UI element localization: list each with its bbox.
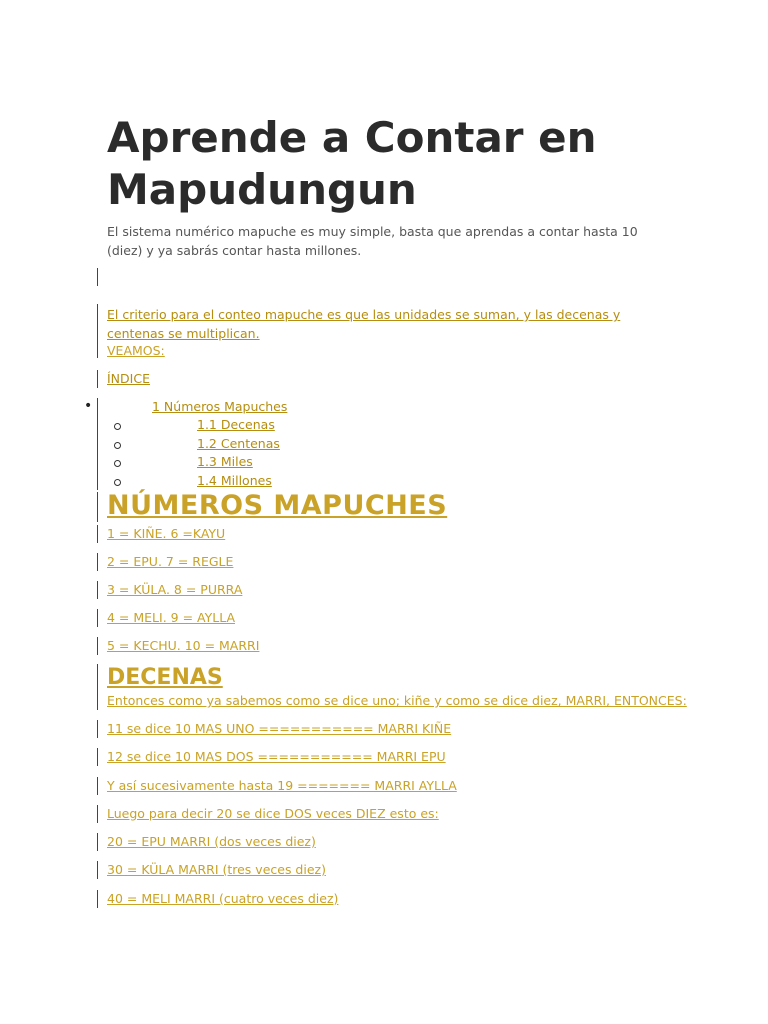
- toc-item-centenas[interactable]: 1.2 Centenas: [197, 436, 280, 451]
- number-line[interactable]: 5 = KECHU. 10 = MARRI: [107, 638, 260, 653]
- toc-item-miles[interactable]: 1.3 Miles: [197, 454, 253, 469]
- intro-paragraph: El sistema numérico mapuche es muy simple, basta que aprendas a contar hasta 10 (diez) y ya sabrás contar hasta millones.: [107, 224, 638, 258]
- number-line[interactable]: 2 = EPU. 7 = REGLE: [107, 554, 234, 569]
- circle-bullet-icon: [114, 442, 121, 449]
- margin-bar: [97, 805, 98, 823]
- decenas-line[interactable]: 11 se dice 10 MAS UNO =========== MARRI KIÑE: [107, 721, 452, 736]
- number-line[interactable]: 1 = KIÑE. 6 =KAYU: [107, 526, 226, 541]
- criterion-link[interactable]: El criterio para el conteo mapuche es que las unidades se suman, y las decenas y centenas se multiplican.: [107, 307, 621, 341]
- margin-bar: [97, 777, 98, 795]
- decenas-line[interactable]: 20 = EPU MARRI (dos veces diez): [107, 834, 316, 849]
- section-heading-numeros: NÚMEROS MAPUCHES: [107, 490, 448, 521]
- veamos-link[interactable]: VEAMOS:: [107, 343, 165, 358]
- decenas-line[interactable]: Luego para decir 20 se dice DOS veces DIEZ esto es:: [107, 806, 439, 821]
- margin-bar: [97, 525, 98, 543]
- circle-bullet-icon: [114, 479, 121, 486]
- decenas-line[interactable]: Y así sucesivamente hasta 19 ======= MARRI AYLLA: [107, 778, 457, 793]
- number-line[interactable]: 3 = KÜLA. 8 = PURRA: [107, 582, 243, 597]
- page-title: Aprende a Contar en Mapudungun: [107, 113, 597, 214]
- decenas-line[interactable]: 12 se dice 10 MAS DOS =========== MARRI EPU: [107, 749, 446, 764]
- toc-item-decenas[interactable]: 1.1 Decenas: [197, 417, 275, 432]
- decenas-intro[interactable]: Entonces como ya sabemos como se dice uno; kiñe y como se dice diez, MARRI, ENTONCES:: [107, 693, 687, 708]
- margin-bar: [97, 637, 98, 655]
- circle-bullet-icon: [114, 460, 121, 467]
- bullet-icon: •: [84, 398, 93, 414]
- margin-bar: [97, 492, 98, 522]
- toc-item-numeros[interactable]: 1 Números Mapuches: [152, 399, 288, 414]
- margin-bar: [97, 268, 98, 286]
- section-heading-decenas: DECENAS: [107, 665, 223, 690]
- margin-bar: [97, 609, 98, 627]
- number-line[interactable]: 4 = MELI. 9 = AYLLA: [107, 610, 236, 625]
- margin-bar: [97, 581, 98, 599]
- circle-bullet-icon: [114, 423, 121, 430]
- decenas-line[interactable]: 40 = MELI MARRI (cuatro veces diez): [107, 891, 339, 906]
- margin-bar: [97, 861, 98, 879]
- margin-bar: [97, 890, 98, 908]
- decenas-line[interactable]: 30 = KÜLA MARRI (tres veces diez): [107, 862, 326, 877]
- margin-bar: [97, 833, 98, 851]
- toc-item-millones[interactable]: 1.4 Millones: [197, 473, 272, 488]
- margin-bar: [97, 720, 98, 738]
- margin-bar: [97, 370, 98, 388]
- margin-bar: [97, 398, 98, 490]
- margin-bar: [97, 664, 98, 710]
- index-link[interactable]: ÍNDICE: [107, 371, 150, 386]
- margin-bar: [97, 553, 98, 571]
- margin-bar: [97, 304, 98, 358]
- margin-bar: [97, 748, 98, 766]
